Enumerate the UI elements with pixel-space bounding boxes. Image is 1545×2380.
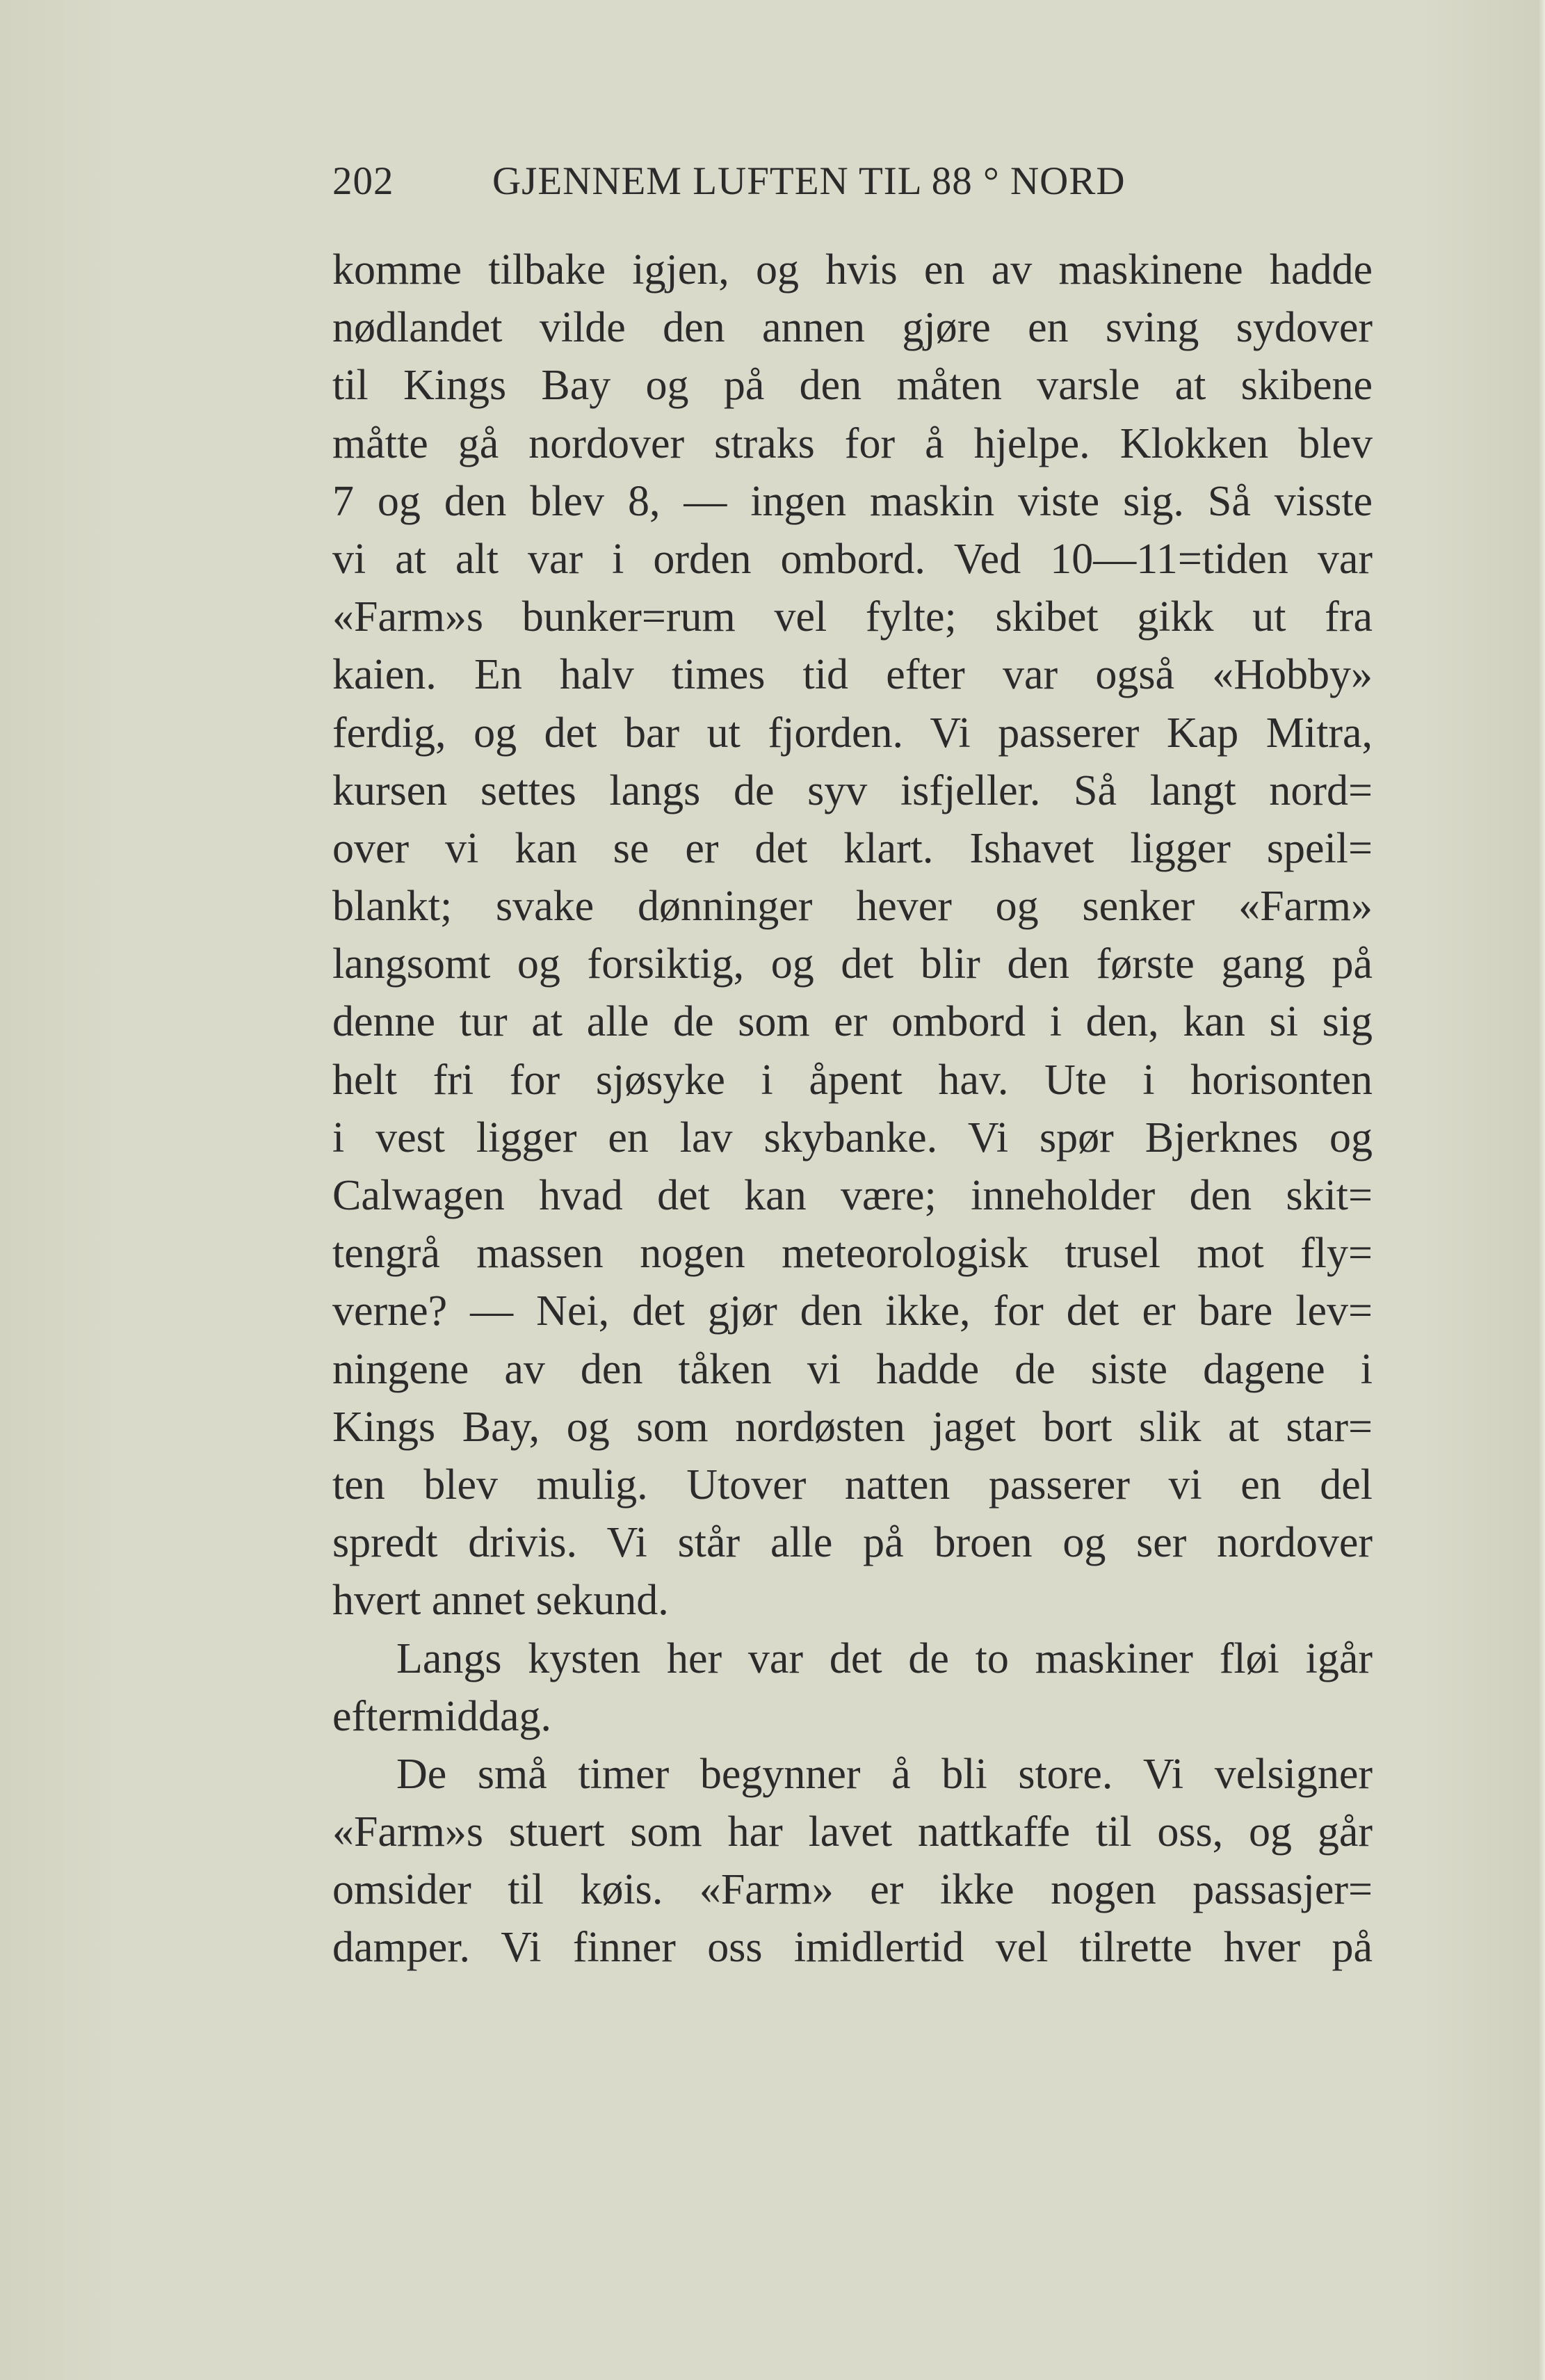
body-text [332,241,1373,1977]
text-line: omsider til køis. «Farm» er ikke nogen passasjer= [332,1866,1373,1914]
text-line: over vi kan se er det klart. Ishavet ligger speil= [332,824,1373,872]
text-line: Langs kysten her var det de to maskiner fløi igår [396,1634,1373,1682]
text-line: ningene av den tåken vi hadde de siste dagene i [332,1345,1373,1393]
text-line: vi at alt var i orden ombord. Ved 10—11=tiden var [332,535,1373,583]
text-line: damper. Vi finner oss imidlertid vel tilrette hver på [332,1924,1373,1972]
text-line: til Kings Bay og på den måten varsle at skibene [332,362,1373,410]
text-line: verne? — Nei, det gjør den ikke, for det er bare lev= [332,1287,1373,1335]
text-line: nødlandet vilde den annen gjøre en sving sydover [332,304,1373,352]
text-line: eftermiddag. [332,1692,552,1740]
text-line: hvert annet sekund. [332,1577,669,1625]
page-header [332,159,1220,214]
text-line: måtte gå nordover straks for å hjelpe. Klokken blev [332,419,1373,467]
text-line: blankt; svake dønninger hever og senker «Farm» [332,883,1373,931]
text-line: Kings Bay, og som nordøsten jaget bort slik at star= [332,1403,1373,1451]
text-line: spredt drivis. Vi står alle på broen og ser nordover [332,1519,1373,1567]
text-line: De små timer begynner å bli store. Vi velsigner [396,1750,1373,1798]
text-line: i vest ligger en lav skybanke. Vi spør Bjerknes og [332,1113,1373,1161]
text-line: komme tilbake igjen, og hvis en av maskinene hadde [332,246,1373,294]
text-line: «Farm»s bunker=rum vel fylte; skibet gikk ut fra [332,593,1373,641]
text-line: kursen settes langs de syv isfjeller. Så langt nord= [332,766,1373,814]
text-line: denne tur at alle de som er ombord i den, kan si sig [332,998,1373,1046]
text-line: ten blev mulig. Utover natten passerer vi en del [332,1461,1373,1509]
running-title: GJENNEM LUFTEN TIL 88 ° NORD [492,159,1126,203]
page-number: 202 [332,159,394,203]
text-line: langsomt og forsiktig, og det blir den første gang på [332,940,1373,988]
text-line: ferdig, og det bar ut fjorden. Vi passerer Kap Mitra, [332,709,1373,757]
text-line: 7 og den blev 8, — ingen maskin viste sig. Så visste [332,477,1373,525]
text-line: tengrå massen nogen meteorologisk trusel mot fly= [332,1230,1373,1278]
text-line: Calwagen hvad det kan være; inneholder den skit= [332,1172,1373,1219]
text-line: helt fri for sjøsyke i åpent hav. Ute i horisonten [332,1056,1373,1104]
text-line: kaien. En halv times tid efter var også «Hobby» [332,651,1373,699]
text-line: «Farm»s stuert som har lavet nattkaffe til oss, og går [332,1808,1373,1856]
page-edge [1538,0,1545,2380]
